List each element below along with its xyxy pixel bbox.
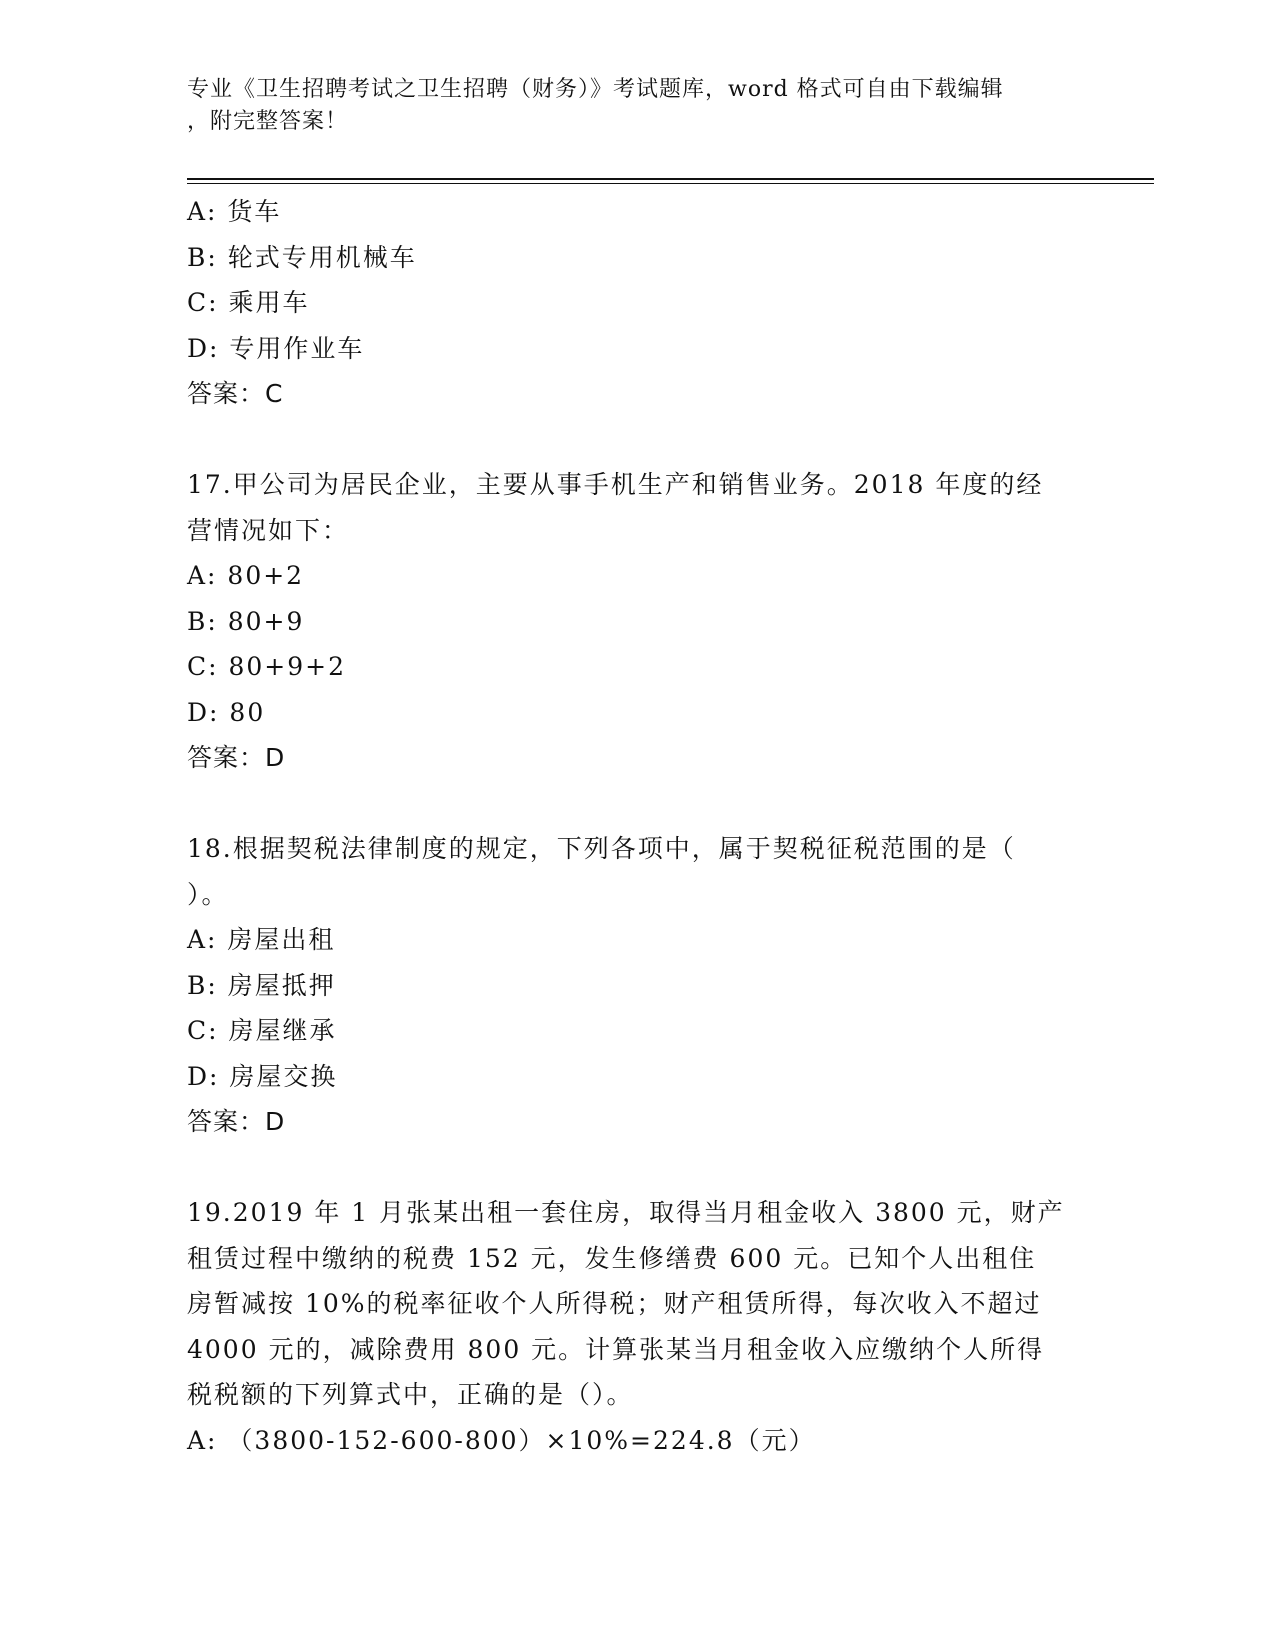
option-b: B: 80+9 xyxy=(187,606,305,636)
option-d: D: 80 xyxy=(187,697,266,727)
option-c: C: 房屋继承 xyxy=(187,1016,337,1045)
question-stem-line: 税税额的下列算式中，正确的是（）。 xyxy=(187,1380,634,1409)
option-d: D: 专用作业车 xyxy=(187,333,365,363)
option-b: B: 轮式专用机械车 xyxy=(187,242,417,272)
question-stem-line: 租赁过程中缴纳的税费 152 元，发生修缮费 600 元。已知个人出租住 xyxy=(187,1243,1037,1273)
option-c: C: 80+9+2 xyxy=(187,652,347,681)
question-stem-line: ）。 xyxy=(187,879,229,909)
question-stem-line: 19.2019 年 1 月张某出租一套住房，取得当月租金收入 3800 元，财产 xyxy=(187,1198,1065,1227)
option-c: C: 乘用车 xyxy=(187,288,310,317)
answer-line: 答案：D xyxy=(187,743,286,772)
question-stem-line: 房暂减按 10%的税率征收个人所得税；财产租赁所得，每次收入不超过 xyxy=(187,1289,1042,1318)
question-stem-line: 4000 元的，减除费用 800 元。计算张某当月租金收入应缴纳个人所得 xyxy=(187,1334,1045,1364)
question-19 xyxy=(187,1190,1087,1463)
header-line-2: ，附完整答案！ xyxy=(187,109,349,134)
option-a: A: 80+2 xyxy=(187,561,305,590)
question-17 xyxy=(187,462,1087,781)
document-header xyxy=(187,74,1067,138)
question-list xyxy=(187,189,1087,1463)
question-18 xyxy=(187,826,1087,1145)
header-divider-thin xyxy=(187,183,1154,184)
question-stem-line: 18.根据契税法律制度的规定，下列各项中，属于契税征税范围的是（ xyxy=(187,834,1016,863)
option-a: A: 货车 xyxy=(187,197,282,226)
option-b: B: 房屋抵押 xyxy=(187,970,336,1000)
question-stem-line: 营情况如下： xyxy=(187,515,350,545)
option-a: A: 房屋出租 xyxy=(187,925,336,954)
answer-line: 答案：D xyxy=(187,1107,286,1136)
header-divider-thick xyxy=(187,178,1154,180)
option-d: D: 房屋交换 xyxy=(187,1061,338,1091)
answer-line: 答案：C xyxy=(187,379,284,408)
question-16 xyxy=(187,189,1087,417)
question-stem-line: 17.甲公司为居民企业，主要从事手机生产和销售业务。2018 年度的经 xyxy=(187,470,1044,499)
header-line-1: 专业《卫生招聘考试之卫生招聘（财务）》考试题库，word 格式可自由下载编辑 xyxy=(187,77,1004,102)
option-a: A: （3800-152-600-800）×10%=224.8（元） xyxy=(187,1425,816,1455)
